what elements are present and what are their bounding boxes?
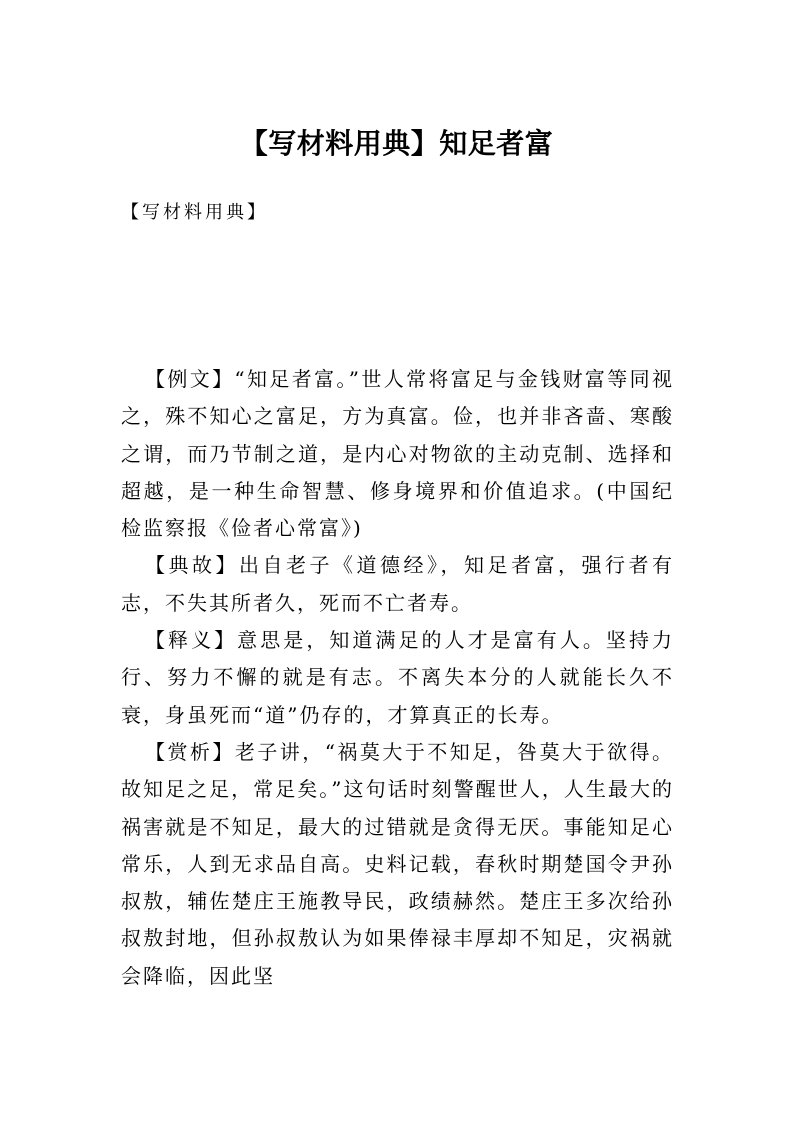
paragraph-explanation: 【释义】意思是，知道满足的人才是富有人。坚持力行、努力不懈的就是有志。不离失本分的人就能长久不衰，身虽死而“道”仍存的，才算真正的长寿。: [121, 628, 674, 727]
paragraph-example: 【例文】“知足者富。”世人常将富足与金钱财富等同视之，殊不知心之富足，方为真富。俭，也并非吝啬、寒酸之谓，而乃节制之道，是内心对物欲的主动克制、选择和超越，是一种生命智慧、修身境界和价值追求。(中国纪检监察报《俭者心常富》): [121, 367, 674, 541]
section-subheading: 【写材料用典】: [121, 202, 268, 223]
paragraph-allusion: 【典故】出自老子《道德经》，知足者富，强行者有志，不失其所者久，死而不亡者寿。: [121, 553, 674, 615]
paragraph-appreciation: 【赏析】老子讲，“祸莫大于不知足，咎莫大于欲得。故知足之足，常足矣。”这句话时刻警醒世人，人生最大的祸害就是不知足，最大的过错就是贪得无厌。事能知足心常乐，人到无求品自高。史料记载，春秋时期楚国令尹孙叔敖，辅佐楚庄王施教导民，政绩赫然。楚庄王多次给孙叔敖封地，但孙叔敖认为如果俸禄丰厚却不知足，灾祸就会降临，因此坚: [121, 739, 674, 988]
document-body: [121, 361, 674, 995]
document-title: 【写材料用典】知足者富: [239, 127, 554, 160]
